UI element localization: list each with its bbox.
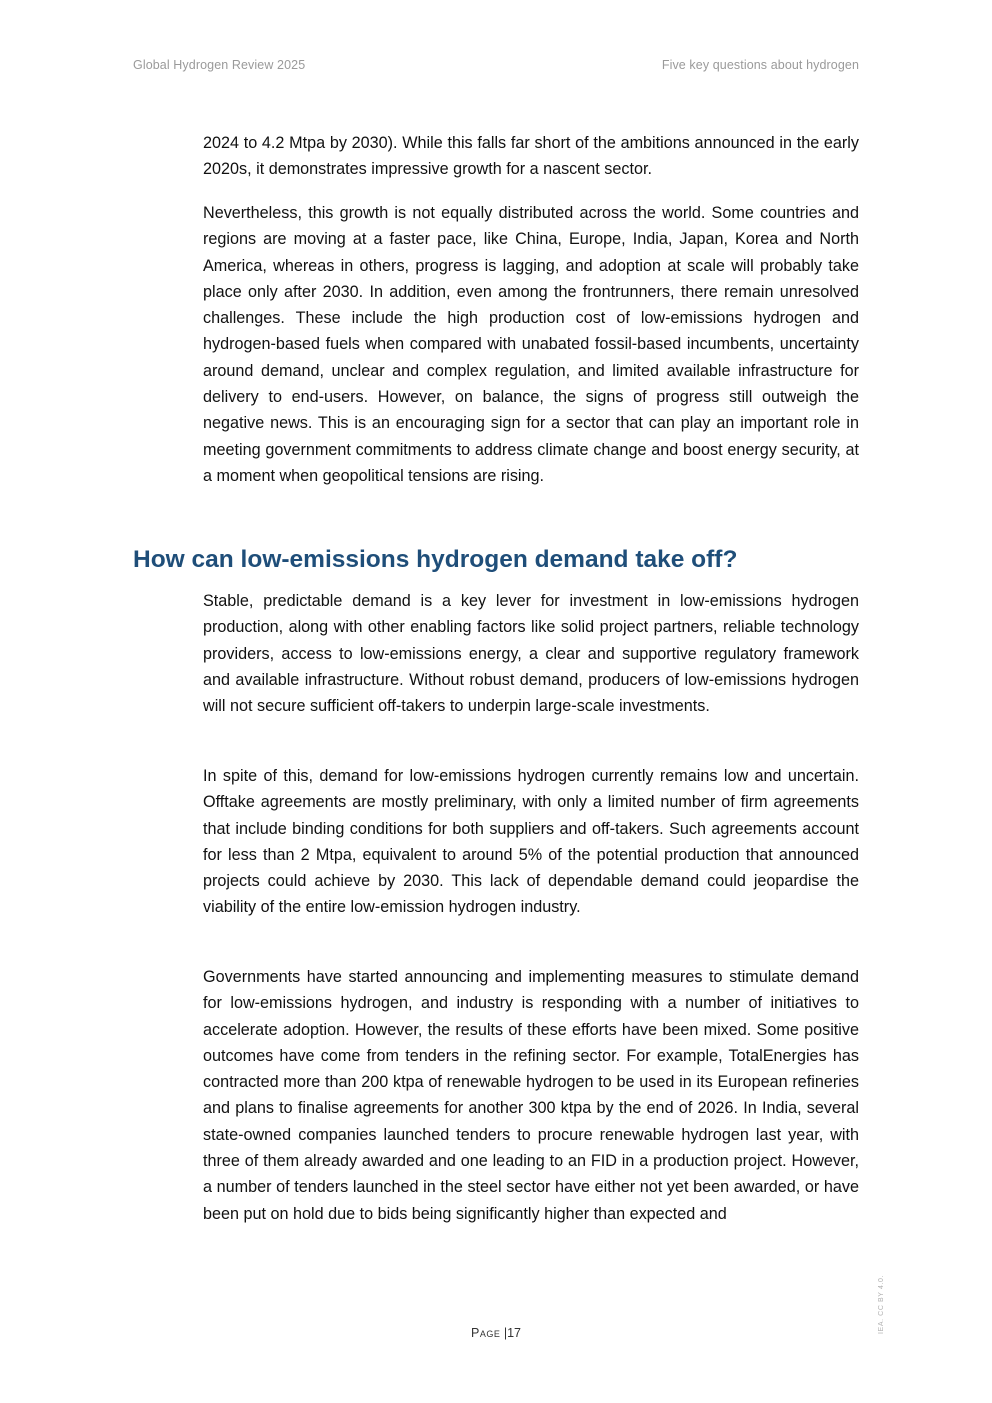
section-paragraph: Stable, predictable demand is a key lever for investment in low-emissions hydrogen production, along with other enabling factors like solid project partners, reliable technology providers, access to low-emissions energy, a clear and supportive regulatory framework and available infrastructure. Without robust demand, producers of low-emissions hydrogen will not secure sufficient off-takers to underpin large-scale investments. <box>203 592 859 716</box>
license-note: IEA. CC BY 4.0. <box>878 1274 885 1334</box>
section-paragraph: In spite of this, demand for low-emissions hydrogen currently remains low and uncertain. Offtake agreements are mostly preliminary, with only a limited number of firm agreements that include binding conditions for both suppliers and off-takers. Such agreements account for less than 2 Mtpa, equivalent to around 5% of the potential production that announced projects could achieve by 2030. This lack of dependable demand could jeopardise the viability of the entire low-emission hydrogen industry. <box>203 767 859 917</box>
page-label: Page <box>471 1326 501 1340</box>
running-header-title: Global Hydrogen Review 2025 <box>133 58 306 72</box>
body-paragraph: 2024 to 4.2 Mtpa by 2030). While this falls far short of the ambitions announced in the early 2020s, it demonstrates impressive growth for a nascent sector. <box>203 134 859 179</box>
page-number: 17 <box>507 1326 521 1340</box>
section-heading: How can low-emissions hydrogen demand take off? <box>133 546 738 573</box>
page-footer <box>0 1326 992 1340</box>
section-paragraph: Governments have started announcing and implementing measures to stimulate demand for low-emissions hydrogen, and industry is responding with a number of initiatives to accelerate adoption. However, the results of these efforts have been mixed. Some positive outcomes have come from tenders in the refining sector. For example, TotalEnergies has contracted more than 200 ktpa of renewable hydrogen to be used in its European refineries and plans to finalise agreements for another 300 ktpa by the end of 2026. In India, several state-owned companies launched tenders to procure renewable hydrogen last year, with three of them already awarded and one leading to an FID in a production project. However, a number of tenders launched in the steel sector have either not yet been awarded, or have been put on hold due to bids being significantly higher than expected and <box>203 968 859 1223</box>
running-header-chapter: Five key questions about hydrogen <box>661 58 859 72</box>
page-separator: | <box>503 1326 508 1340</box>
body-paragraph: Nevertheless, this growth is not equally distributed across the world. Some countries and regions are moving at a faster pace, like China, Europe, India, Japan, Korea and North America, whereas in others, progress is lagging, and adoption at scale will probably take place only after 2030. In addition, even among the frontrunners, there remain unresolved challenges. These include the high production cost of low-emissions hydrogen and hydrogen-based fuels when compared with unabated fossil-based incumbents, uncertainty around demand, unclear and complex regulation, and limited available infrastructure for delivery to end-users. However, on balance, the signs of progress still outweigh the negative news. This is an encouraging sign for a sector that can play an important role in meeting government commitments to address climate change and boost energy security, at a moment when geopolitical tensions are rising. <box>203 204 859 485</box>
